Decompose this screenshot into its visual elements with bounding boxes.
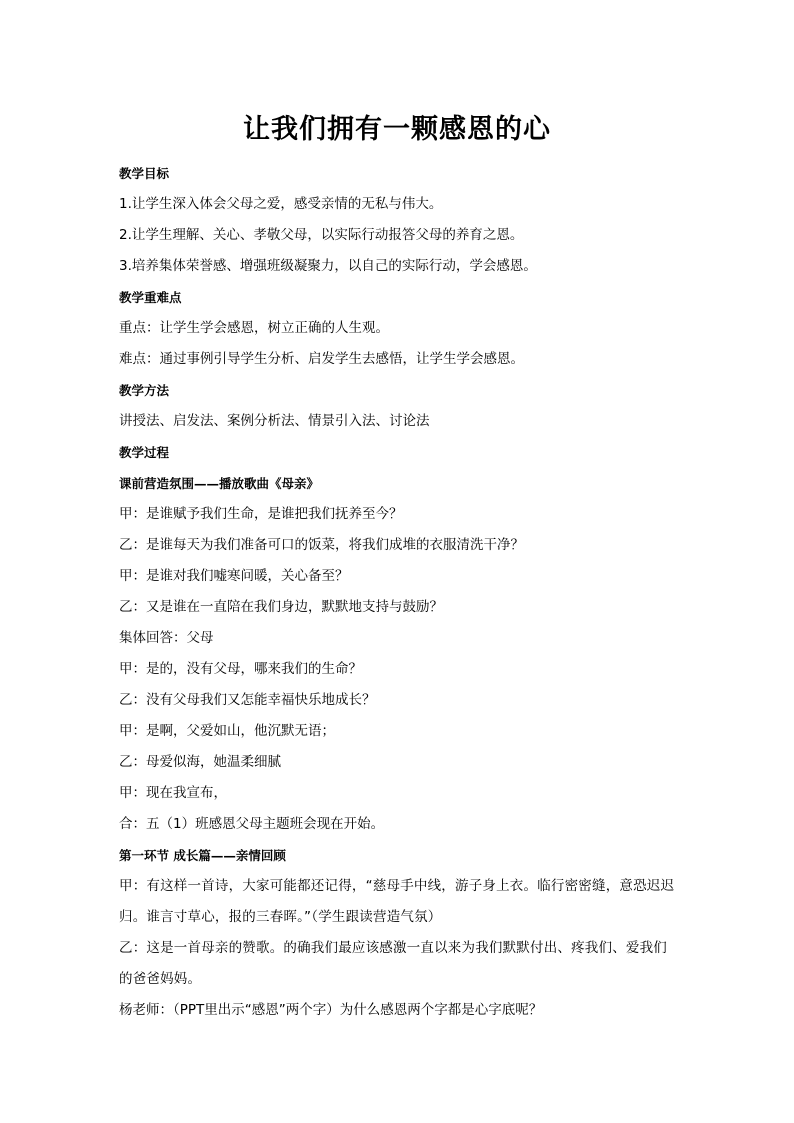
dialogue-line: 乙：母爱似海，她温柔细腻 bbox=[119, 754, 281, 770]
dialogue-line: 乙：没有父母我们又怎能幸福快乐地成长？ bbox=[119, 692, 376, 708]
document-title: 让我们拥有一颗感恩的心 bbox=[243, 114, 551, 145]
dialogue-line: 合：五（1）班感恩父母主题班会现在开始。 bbox=[119, 816, 385, 832]
subheading-section-one: 第一环节 成长篇——亲情回顾 bbox=[119, 848, 286, 863]
dialogue-line: 甲：现在我宣布， bbox=[119, 785, 227, 801]
key-point: 重点：让学生学会感恩，树立正确的人生观。 bbox=[119, 320, 389, 336]
subheading-warmup: 课前营造氛围——播放歌曲《母亲》 bbox=[119, 476, 320, 491]
dialogue-line: 乙：又是谁在一直陪在我们身边，默默地支持与鼓励？ bbox=[119, 599, 443, 615]
heading-teaching-process: 教学过程 bbox=[119, 445, 170, 460]
goal-item-3: 3.培养集体荣誉感、增强班级凝聚力，以自己的实际行动，学会感恩。 bbox=[119, 258, 537, 274]
goal-item-1: 1.让学生深入体会父母之爱，感受亲情的无私与伟大。 bbox=[119, 196, 443, 212]
difficult-point: 难点：通过事例引导学生分析、启发学生去感悟，让学生学会感恩。 bbox=[119, 351, 524, 367]
paragraph-teacher-question: 杨老师：（PPT里出示“感恩”两个字）为什么感恩两个字都是心字底呢？ bbox=[119, 1002, 543, 1018]
document-body bbox=[119, 158, 679, 1026]
heading-teaching-methods: 教学方法 bbox=[119, 383, 170, 398]
heading-key-points: 教学重难点 bbox=[119, 290, 182, 305]
paragraph-praise: 乙：这是一首母亲的赞歌。的确我们最应该感激一直以来为我们默默付出、疼我们、爱我们的爸爸妈妈。 bbox=[119, 940, 667, 987]
dialogue-line: 甲：是啊，父爱如山，他沉默无语； bbox=[119, 723, 335, 739]
dialogue-line: 甲：是谁对我们嘘寒问暖，关心备至？ bbox=[119, 568, 349, 584]
dialogue-line: 甲：是的，没有父母，哪来我们的生命？ bbox=[119, 661, 362, 677]
heading-teaching-goals: 教学目标 bbox=[119, 166, 170, 181]
teaching-methods-text: 讲授法、启发法、案例分析法、情景引入法、讨论法 bbox=[119, 413, 430, 429]
dialogue-line: 集体回答：父母 bbox=[119, 630, 214, 646]
goal-item-2: 2.让学生理解、关心、孝敬父母，以实际行动报答父母的养育之恩。 bbox=[119, 227, 524, 243]
paragraph-poem: 甲：有这样一首诗，大家可能都还记得，“慈母手中线，游子身上衣。临行密密缝，意恐迟迟归。谁言寸草心，报的三春晖。”（学生跟读营造气氛） bbox=[119, 878, 675, 925]
dialogue-line: 甲：是谁赋予我们生命，是谁把我们抚养至今？ bbox=[119, 506, 403, 522]
dialogue-line: 乙：是谁每天为我们准备可口的饭菜，将我们成堆的衣服清洗干净？ bbox=[119, 537, 524, 553]
